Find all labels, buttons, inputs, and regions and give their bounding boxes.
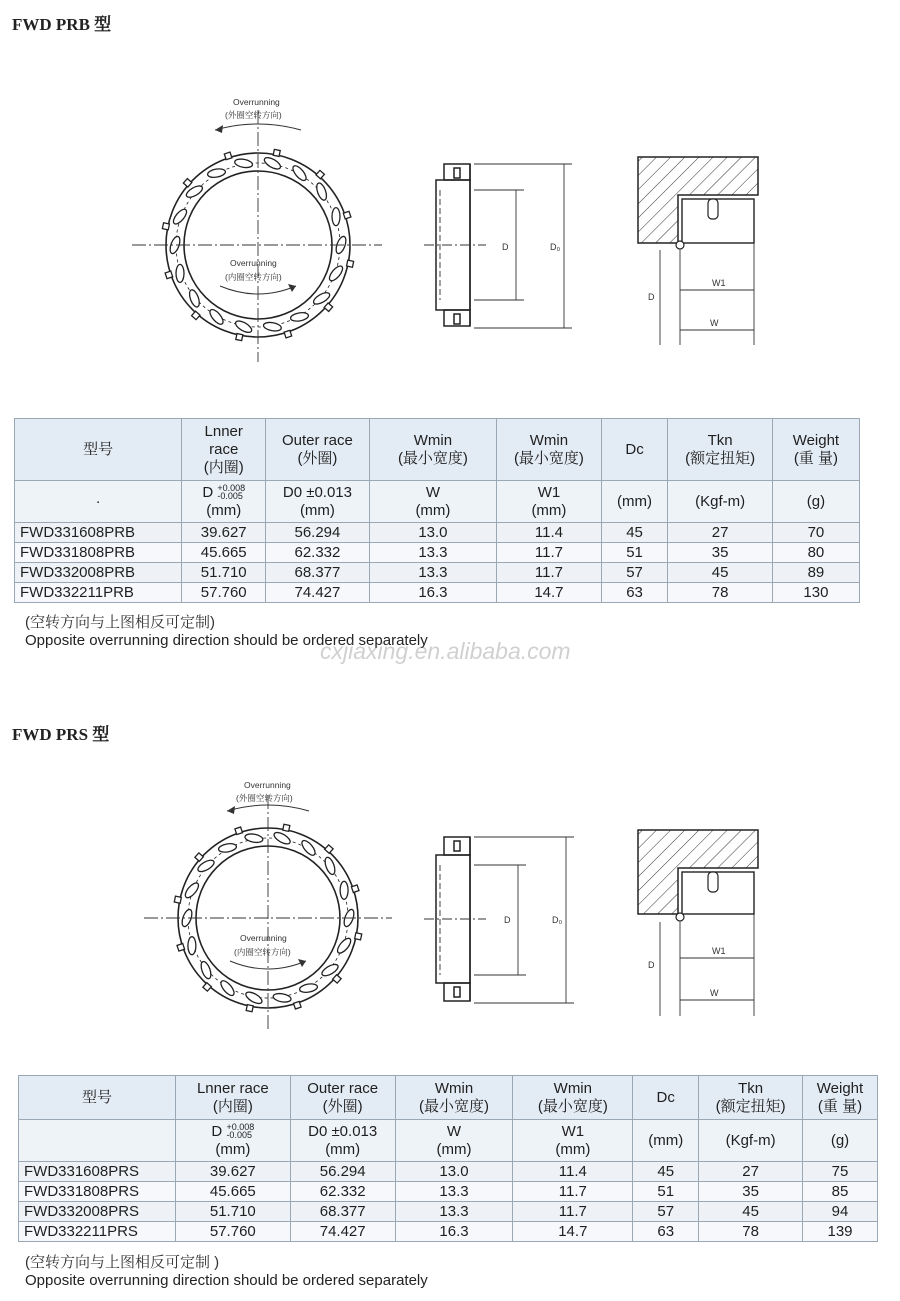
cage-tab <box>165 271 173 279</box>
outer-arrow-head <box>215 125 223 133</box>
cell-w1: 11.7 <box>513 1202 633 1222</box>
header-outer-race-l2: (外圈) <box>297 449 338 467</box>
spec-rows-prs <box>19 1162 878 1242</box>
unit-dc: (mm) <box>601 481 668 523</box>
sprag <box>273 992 292 1003</box>
cell-outer-race: 56.294 <box>290 1162 395 1182</box>
unit-outer-race <box>290 1120 395 1162</box>
cage-tab <box>224 152 232 160</box>
header-wmin-w1-l1: Wmin <box>553 1079 592 1097</box>
cell-inner-race: 57.760 <box>182 583 266 603</box>
cell-dc: 51 <box>601 543 668 563</box>
cell-outer-race: 74.427 <box>290 1222 395 1242</box>
cell-w: 16.3 <box>369 583 497 603</box>
table-row <box>15 583 860 603</box>
sprag <box>335 936 353 955</box>
unit-w1 <box>497 481 601 523</box>
unit-outer-race <box>266 481 369 523</box>
cell-dc: 45 <box>633 1162 699 1182</box>
sprag <box>234 319 254 335</box>
front-view-drawing-prs <box>130 775 410 1035</box>
sprag <box>263 155 283 171</box>
note-prb-cn: (空转方向与上图相反可定制) <box>25 614 215 631</box>
installation-drawing-prb <box>630 155 770 350</box>
cage-tab <box>294 1001 302 1009</box>
section-title-prs: FWD PRS 型 <box>12 725 110 744</box>
header-wmin-w-l1: Wmin <box>413 431 453 449</box>
unit-inner-tolerance <box>217 484 245 500</box>
note-prb-en: Opposite overrunning direction should be ordered separately <box>25 632 428 649</box>
cell-inner-race: 51.710 <box>175 1202 290 1222</box>
unit-inner-race <box>175 1120 290 1162</box>
center-lines <box>132 110 382 362</box>
spec-table-prb <box>14 418 860 603</box>
unit-w-label: W <box>446 1122 462 1140</box>
header-outer-race <box>266 419 369 481</box>
sprag <box>188 289 202 309</box>
sprag <box>183 881 201 900</box>
cell-w1: 11.7 <box>497 563 601 583</box>
dim-d-label: D <box>504 915 511 925</box>
oil-hole <box>708 872 718 892</box>
note-prs <box>25 1254 428 1290</box>
header-model: 型号 <box>15 419 182 481</box>
dim-w-label: W <box>710 318 719 328</box>
cage-tab <box>235 827 243 835</box>
outer-arrow-head <box>227 806 235 814</box>
header-wmin-w-l2: (最小宽度) <box>397 449 468 467</box>
sprag <box>176 264 184 282</box>
side-center-line <box>424 865 486 975</box>
cage-tab <box>355 933 362 940</box>
header-tkn <box>699 1076 803 1120</box>
header-outer-race-l1: Outer race <box>282 431 353 449</box>
unit-weight: (g) <box>803 1120 878 1162</box>
cell-w1: 14.7 <box>497 583 601 603</box>
table-row <box>19 1182 878 1202</box>
spec-table-prs <box>18 1075 878 1242</box>
header-wmin-w-l1: Wmin <box>434 1079 474 1097</box>
unit-weight: (g) <box>772 481 859 523</box>
note-prs-cn: (空转方向与上图相反可定制 ) <box>25 1254 220 1271</box>
cell-weight: 75 <box>803 1162 878 1182</box>
cell-tkn: 35 <box>699 1182 803 1202</box>
sprag <box>244 833 263 844</box>
unit-outer-mm: (mm) <box>325 1140 361 1158</box>
note-prs-en: Opposite overrunning direction should be ordered separately <box>25 1272 428 1289</box>
dim-d-label: D <box>502 242 509 252</box>
cell-dc: 57 <box>633 1202 699 1222</box>
cage-tab <box>284 330 292 338</box>
side-view-drawing-prb <box>420 150 590 350</box>
unit-inner-d: D <box>202 483 214 501</box>
unit-inner-tol-plus: +0.008 <box>226 1121 255 1132</box>
header-inner-race-l2: race <box>209 440 239 458</box>
cell-model: FWD332008PRB <box>15 563 182 583</box>
cage-tab <box>333 975 341 983</box>
sprag <box>327 264 345 283</box>
header-inner-race-l1: Lnner <box>204 422 243 440</box>
cell-tkn: 45 <box>699 1202 803 1222</box>
cell-outer-race: 68.377 <box>266 563 369 583</box>
unit-model: · <box>15 481 182 523</box>
header-weight-l1: Weight <box>816 1079 864 1097</box>
cage-tab <box>174 896 181 903</box>
unit-w1-label: W1 <box>561 1122 585 1140</box>
sprag <box>299 983 318 994</box>
sprag <box>207 168 226 179</box>
cell-w1: 11.7 <box>497 543 601 563</box>
unit-model <box>19 1120 176 1162</box>
cage-tab <box>325 845 333 853</box>
cell-model: FWD332211PRS <box>19 1222 176 1242</box>
cell-inner-race: 39.627 <box>175 1162 290 1182</box>
header-wmin-w <box>395 1076 513 1120</box>
dim-do-label: D₀ <box>550 242 561 252</box>
header-inner-race <box>182 419 266 481</box>
cell-w1: 11.4 <box>513 1162 633 1182</box>
cage-tab <box>236 334 243 341</box>
header-wmin-w1-l2: (最小宽度) <box>513 449 584 467</box>
unit-w1-mm: (mm) <box>555 1140 591 1158</box>
inner-arrow-label-cn: (内圈空转方向) <box>234 947 291 957</box>
sprag <box>199 960 213 980</box>
unit-w-mm: (mm) <box>436 1140 472 1158</box>
watermark: cxjiaxing.en.alibaba.com <box>320 638 571 664</box>
header-weight <box>772 419 859 481</box>
spec-rows-prb <box>15 523 860 603</box>
sprag <box>218 842 237 853</box>
cell-outer-race: 68.377 <box>290 1202 395 1222</box>
sprag <box>290 311 309 322</box>
unit-w <box>395 1120 513 1162</box>
inner-arrow-label: Overrunning <box>240 933 287 943</box>
dim-di-label: D <box>648 292 655 302</box>
installation-drawing-prs <box>630 828 770 1023</box>
front-view-drawing-prb <box>120 90 400 370</box>
cell-weight: 70 <box>772 523 859 543</box>
header-tkn-l2: (额定扭矩) <box>715 1097 786 1115</box>
cell-weight: 139 <box>803 1222 878 1242</box>
sprag <box>315 182 329 202</box>
cell-model: FWD332008PRS <box>19 1202 176 1222</box>
cage-tab <box>324 303 332 311</box>
cage-tab <box>246 1005 253 1012</box>
header-inner-race-l3: (内圈) <box>203 458 244 476</box>
dim-w1-label: W1 <box>712 946 726 956</box>
outer-arrow-label: Overrunning <box>244 780 291 790</box>
unit-inner-race <box>182 481 266 523</box>
inner-arrow-label-cn: (内圈空转方向) <box>225 272 282 282</box>
header-wmin-w1 <box>513 1076 633 1120</box>
cage-tab <box>283 824 290 831</box>
cell-weight: 130 <box>772 583 859 603</box>
unit-tkn: (Kgf-m) <box>668 481 772 523</box>
header-model: 型号 <box>19 1076 176 1120</box>
header-dc: Dc <box>633 1076 699 1120</box>
cell-outer-race: 56.294 <box>266 523 369 543</box>
cage-tab <box>273 149 280 156</box>
cell-w1: 11.4 <box>497 523 601 543</box>
inner-arrow-head <box>288 284 296 292</box>
unit-dc: (mm) <box>633 1120 699 1162</box>
side-view-drawing-prs <box>420 825 590 1020</box>
header-wmin-w <box>369 419 497 481</box>
cell-tkn: 78 <box>699 1222 803 1242</box>
cell-outer-race: 62.332 <box>266 543 369 563</box>
header-outer-race-l1: Outer race <box>307 1079 379 1097</box>
sprag <box>234 158 253 169</box>
outer-arrow-label-cn: (外圈空转方向) <box>236 793 293 803</box>
install-dimension-lines <box>660 914 754 1016</box>
unit-w1-mm: (mm) <box>531 501 567 519</box>
cell-tkn: 78 <box>668 583 772 603</box>
sprag <box>340 881 348 899</box>
cell-w: 13.0 <box>395 1162 513 1182</box>
unit-inner-tolerance <box>226 1123 254 1139</box>
header-wmin-w1-l1: Wmin <box>529 431 569 449</box>
cell-inner-race: 45.665 <box>182 543 266 563</box>
unit-w-label: W <box>425 483 441 501</box>
cage-tab <box>192 311 200 319</box>
cell-w: 16.3 <box>395 1222 513 1242</box>
cell-tkn: 45 <box>668 563 772 583</box>
cell-weight: 89 <box>772 563 859 583</box>
table-row <box>15 563 860 583</box>
cage-tab <box>177 944 185 952</box>
cell-weight: 94 <box>803 1202 878 1222</box>
cell-dc: 63 <box>633 1222 699 1242</box>
cage-tab <box>343 211 351 219</box>
cell-w: 13.3 <box>369 543 497 563</box>
unit-tkn: (Kgf-m) <box>699 1120 803 1162</box>
table-row <box>19 1202 878 1222</box>
cell-weight: 80 <box>772 543 859 563</box>
header-inner-race-l2: (内圈) <box>212 1097 253 1115</box>
snap-ring <box>676 241 684 249</box>
sprag <box>171 207 189 226</box>
table-row <box>19 1222 878 1242</box>
center-lines <box>144 795 392 1030</box>
section-title-prb: FWD PRB 型 <box>12 15 112 34</box>
cell-w: 13.3 <box>395 1202 513 1222</box>
cell-w: 13.0 <box>369 523 497 543</box>
header-dc: Dc <box>601 419 668 481</box>
cell-dc: 63 <box>601 583 668 603</box>
unit-inner-tol-plus: +0.008 <box>217 482 246 493</box>
cell-model: FWD331608PRB <box>15 523 182 543</box>
cell-dc: 45 <box>601 523 668 543</box>
inner-arrow-head <box>298 959 306 967</box>
unit-w1-label: W1 <box>537 483 561 501</box>
outer-arrow-label-cn: (外圈空转方向) <box>225 110 282 120</box>
cell-model: FWD331808PRS <box>19 1182 176 1202</box>
dim-do-label: D₀ <box>552 915 563 925</box>
cell-tkn: 27 <box>699 1162 803 1182</box>
unit-inner-tol-minus: -0.005 <box>217 490 243 501</box>
table-row <box>19 1162 878 1182</box>
inner-arrow-label: Overrunning <box>230 258 277 268</box>
cage-tab <box>195 853 203 861</box>
header-tkn <box>668 419 772 481</box>
sprag <box>263 321 282 332</box>
cell-inner-race: 51.710 <box>182 563 266 583</box>
header-tkn-l1: Tkn <box>738 1079 764 1097</box>
unit-w <box>369 481 497 523</box>
dim-di-label: D <box>648 960 655 970</box>
header-weight-l2: (重 量) <box>817 1097 863 1115</box>
cage-tab <box>351 885 359 893</box>
outer-arrow-label: Overrunning <box>233 97 280 107</box>
header-weight-l2: (重 量) <box>793 449 838 467</box>
sprag <box>323 856 337 876</box>
snap-ring <box>676 913 684 921</box>
cell-model: FWD331808PRB <box>15 543 182 563</box>
cell-dc: 51 <box>633 1182 699 1202</box>
cell-tkn: 27 <box>668 523 772 543</box>
cell-model: FWD332211PRB <box>15 583 182 603</box>
cell-weight: 85 <box>803 1182 878 1202</box>
cell-inner-race: 57.760 <box>175 1222 290 1242</box>
header-wmin-w1 <box>497 419 601 481</box>
sprag <box>332 208 340 226</box>
cell-w1: 14.7 <box>513 1222 633 1242</box>
cell-w: 13.3 <box>369 563 497 583</box>
cell-inner-race: 39.627 <box>182 523 266 543</box>
sprag <box>272 830 292 846</box>
header-outer-race-l2: (外圈) <box>322 1097 363 1115</box>
cage-tab <box>183 179 191 187</box>
dim-w1-label: W1 <box>712 278 726 288</box>
header-tkn-l1: Tkn <box>707 431 733 449</box>
cell-model: FWD331608PRS <box>19 1162 176 1182</box>
cell-w: 13.3 <box>395 1182 513 1202</box>
header-weight <box>803 1076 878 1120</box>
cell-dc: 57 <box>601 563 668 583</box>
oil-hole <box>708 199 718 219</box>
unit-outer-d0: D0 ±0.013 <box>282 483 352 501</box>
cage-tab <box>316 170 324 178</box>
dim-w-label: W <box>710 988 719 998</box>
unit-outer-d0: D0 ±0.013 <box>308 1122 378 1140</box>
cell-tkn: 35 <box>668 543 772 563</box>
unit-outer-mm: (mm) <box>299 501 335 519</box>
table-row <box>15 543 860 563</box>
cage-tab <box>347 260 354 267</box>
unit-inner-tol-minus: -0.005 <box>226 1129 252 1140</box>
cage-tab <box>203 983 211 991</box>
unit-w-mm: (mm) <box>415 501 451 519</box>
unit-inner-mm: (mm) <box>215 1140 251 1158</box>
header-wmin-w-l2: (最小宽度) <box>419 1097 490 1115</box>
header-inner-race <box>175 1076 290 1120</box>
header-tkn-l2: (额定扭矩) <box>685 449 756 467</box>
sprag <box>244 990 264 1006</box>
cage-tab <box>162 223 169 230</box>
install-dimension-lines <box>660 243 754 345</box>
side-center-line <box>424 190 486 300</box>
table-row <box>15 523 860 543</box>
header-outer-race <box>290 1076 395 1120</box>
cell-w1: 11.7 <box>513 1182 633 1202</box>
cell-outer-race: 62.332 <box>290 1182 395 1202</box>
header-wmin-w1-l2: (最小宽度) <box>537 1097 608 1115</box>
unit-w1 <box>513 1120 633 1162</box>
sprag <box>188 937 196 955</box>
header-weight-l1: Weight <box>792 431 840 449</box>
unit-inner-mm: (mm) <box>206 501 242 519</box>
cell-inner-race: 45.665 <box>175 1182 290 1202</box>
cell-outer-race: 74.427 <box>266 583 369 603</box>
unit-inner-d: D <box>211 1122 223 1140</box>
header-inner-race-l1: Lnner race <box>196 1079 269 1097</box>
